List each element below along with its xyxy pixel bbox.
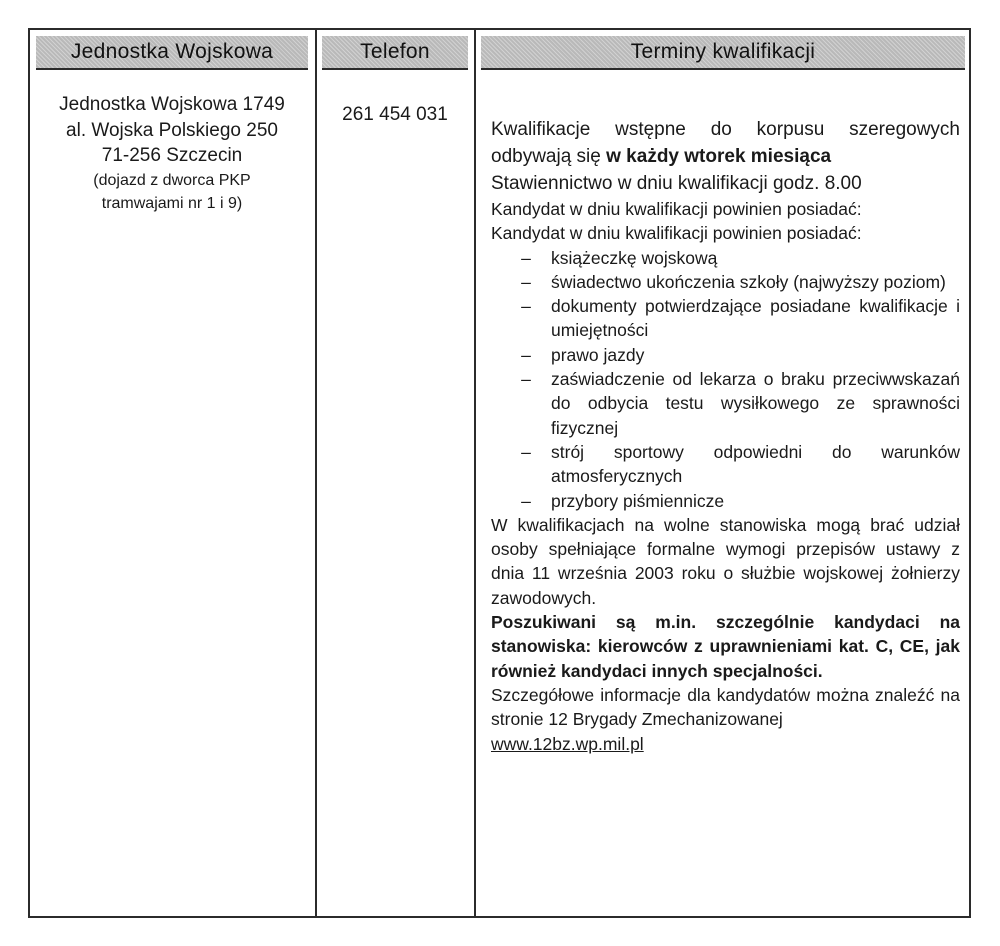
terms-time: Stawiennictwo w dniu kwalifikacji godz. 8.00 (491, 173, 862, 194)
qualification-table (28, 28, 971, 918)
terms-intro: Kwalifikacje wstępne do korpusu szeregowych odbywają się w każdy wtorek miesiąca (491, 119, 960, 167)
list-item: – przybory piśmiennicze (521, 490, 725, 511)
terms-requirements: Kandydat w dniu kwalifikacji powinien posiadać: (491, 199, 862, 219)
brigade-website-link[interactable]: www.12bz.wp.mil.pl (491, 733, 644, 754)
terms-wanted: Poszukiwani są m.in. szczególnie kandydaci na stanowiska: kierowców z uprawnieniami kat. C, CE, jak również kandydaci innych specjalności. (491, 612, 960, 681)
column-divider (315, 30, 317, 916)
list-item: – książeczkę wojskową (521, 247, 718, 268)
terms-requirements: Kandydat w dniu kwalifikacji powinien posiadać: (491, 223, 862, 244)
header-terms: Terminy kwalifikacji (481, 36, 965, 70)
phone-number: 261 454 031 (342, 104, 448, 125)
list-item: – świadectwo ukończenia szkoły (najwyższy poziom) (521, 271, 946, 292)
list-item: – prawo jazdy (521, 344, 645, 365)
unit-transport: (dojazd z dworca PKP (93, 171, 251, 189)
terms-info: Szczegółowe informacje dla kandydatów można znaleźć na stronie 12 Brygady Zmechanizowanej (491, 684, 960, 730)
unit-name: Jednostka Wojskowa 1749 (59, 94, 285, 115)
terms-eligibility: W kwalifikacjach na wolne stanowiska mogą brać udział osoby spełniające formalne wymogi przepisów ustawy z dnia 11 września 2003 roku o służbie wojskowej żołnierzy zawodowych. (491, 514, 960, 608)
terms-content (491, 116, 960, 756)
list-item: – zaświadczenie od lekarza o braku przeciwwskazań do odbycia testu wysiłkowego ze sprawności fizycznej (521, 369, 960, 438)
unit-transport: tramwajami nr 1 i 9) (101, 194, 243, 212)
list-item: – dokumenty potwierdzające posiadane kwalifikacje i umiejętności (521, 296, 960, 341)
unit-address (36, 92, 308, 215)
column-divider (474, 30, 476, 916)
requirements-list (491, 246, 960, 513)
header-phone: Telefon (322, 36, 468, 70)
header-unit: Jednostka Wojskowa (36, 36, 308, 70)
unit-street: al. Wojska Polskiego 250 (66, 119, 278, 141)
list-item: – strój sportowy odpowiedni do warunków atmosferycznych (521, 441, 960, 487)
unit-city: 71-256 Szczecin (101, 145, 243, 166)
